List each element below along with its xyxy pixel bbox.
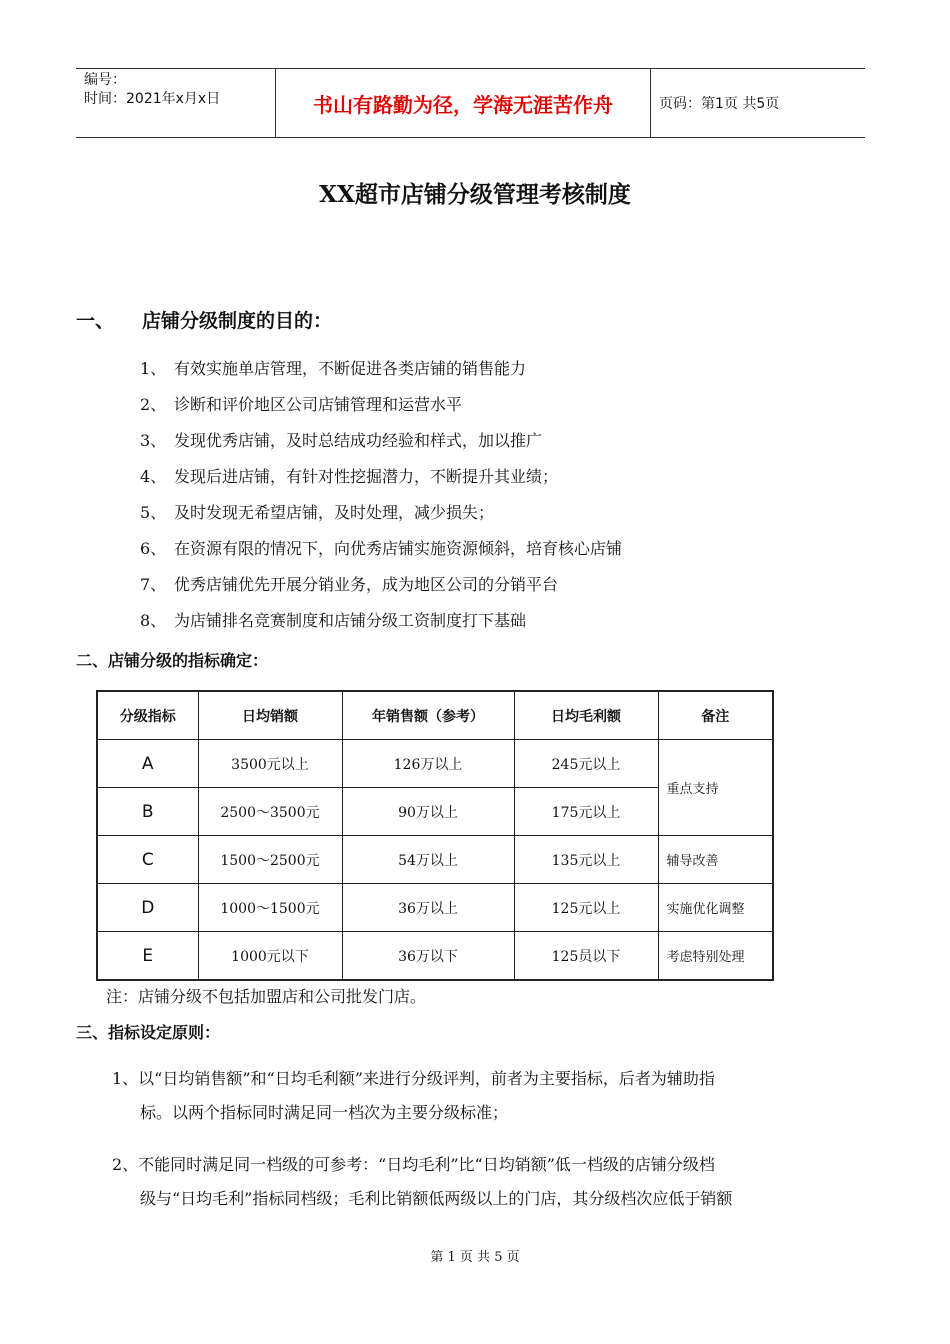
table-cell: 135元以上 — [514, 836, 658, 884]
paragraph-line: 2、不能同时满足同一档级的可参考：“日均毛利”比“日均销额”低一档级的店铺分级档 — [112, 1155, 715, 1174]
table-cell: 54万以上 — [342, 836, 514, 884]
grade-level: E — [97, 932, 198, 981]
list-item: 2、 诊断和评价地区公司店铺管理和运营水平 — [140, 395, 463, 414]
remark-cell: 考虑特别处理 — [658, 932, 773, 981]
table-row — [97, 836, 773, 884]
principle-paragraph-2 — [112, 1148, 868, 1216]
table-footnote: 注：店铺分级不包括加盟店和公司批发门店。 — [106, 987, 427, 1006]
table-cell: 125元以上 — [514, 884, 658, 932]
grade-level: D — [97, 884, 198, 932]
grade-level: B — [97, 788, 198, 836]
list-item: 4、 发现后进店铺，有针对性挖掘潜力，不断提升其业绩； — [140, 467, 559, 486]
table-cell: 126万以上 — [342, 740, 514, 788]
table-cell: 1000～1500元 — [198, 884, 342, 932]
column-header: 日均销额 — [198, 691, 342, 740]
table-cell: 125员以下 — [514, 932, 658, 981]
purpose-list — [140, 354, 622, 642]
header-motto: 书山有路勤为径，学海无涯苦作舟 — [276, 69, 651, 137]
list-item: 6、 在资源有限的情况下，向优秀店铺实施资源倾斜，培育核心店铺 — [140, 539, 623, 558]
section3-heading: 三、指标设定原则： — [76, 1023, 221, 1042]
section1-heading — [76, 306, 332, 333]
table-cell: 1500～2500元 — [198, 836, 342, 884]
list-item: 5、 及时发现无希望店铺，及时处理，减少损失； — [140, 503, 495, 522]
paragraph-line: 级与“日均毛利”指标同档级；毛利比销额低两级以上的门店，其分级档次应低于销额 — [140, 1189, 733, 1208]
column-header: 日均毛利额 — [514, 691, 658, 740]
table-header-row — [97, 691, 773, 740]
header-meta — [76, 69, 276, 137]
table-cell: 175元以上 — [514, 788, 658, 836]
header-page-info: 页码：第1页 共5页 — [659, 96, 780, 112]
paragraph-line: 1、以“日均销售额”和“日均毛利额”来进行分级评判，前者为主要指标，后者为辅助指 — [112, 1069, 715, 1088]
section1-number: 一、 — [76, 310, 115, 332]
table-row — [97, 740, 773, 788]
grade-level: A — [97, 740, 198, 788]
page-footer: 第 1 页 共 5 页 — [430, 1250, 520, 1265]
table-cell: 3500元以上 — [198, 740, 342, 788]
table-cell: 245元以上 — [514, 740, 658, 788]
remark-cell: 辅导改善 — [658, 836, 773, 884]
remark-cell: 重点支持 — [658, 740, 773, 836]
table-cell: 36万以上 — [342, 884, 514, 932]
time-label: 时间：2021年x月x日 — [84, 91, 221, 107]
paragraph-line: 标。以两个指标同时满足同一档次为主要分级标准； — [140, 1103, 509, 1122]
table-row — [97, 884, 773, 932]
document-title: XX超市店铺分级管理考核制度 — [319, 181, 631, 208]
section1-title: 店铺分级制度的目的： — [142, 310, 333, 332]
remark-cell: 实施优化调整 — [658, 884, 773, 932]
list-item: 8、 为店铺排名竞赛制度和店铺分级工资制度打下基础 — [140, 611, 527, 630]
column-header: 年销售额（参考） — [342, 691, 514, 740]
grade-level: C — [97, 836, 198, 884]
table-cell: 1000元以下 — [198, 932, 342, 981]
list-item: 1、 有效实施单店管理，不断促进各类店铺的销售能力 — [140, 359, 527, 378]
column-header: 分级指标 — [97, 691, 198, 740]
grade-table — [96, 690, 774, 981]
table-cell: 36万以下 — [342, 932, 514, 981]
page-header — [76, 68, 865, 138]
table-cell: 2500～3500元 — [198, 788, 342, 836]
table-row — [97, 932, 773, 981]
number-label: 编号： — [84, 72, 126, 88]
table-cell: 90万以上 — [342, 788, 514, 836]
list-item: 7、 优秀店铺优先开展分销业务，成为地区公司的分销平台 — [140, 575, 559, 594]
principle-paragraph-1 — [112, 1062, 868, 1130]
section2-heading: 二、店铺分级的指标确定： — [76, 651, 269, 670]
list-item: 3、 发现优秀店铺，及时总结成功经验和样式，加以推广 — [140, 431, 543, 450]
column-header: 备注 — [658, 691, 773, 740]
